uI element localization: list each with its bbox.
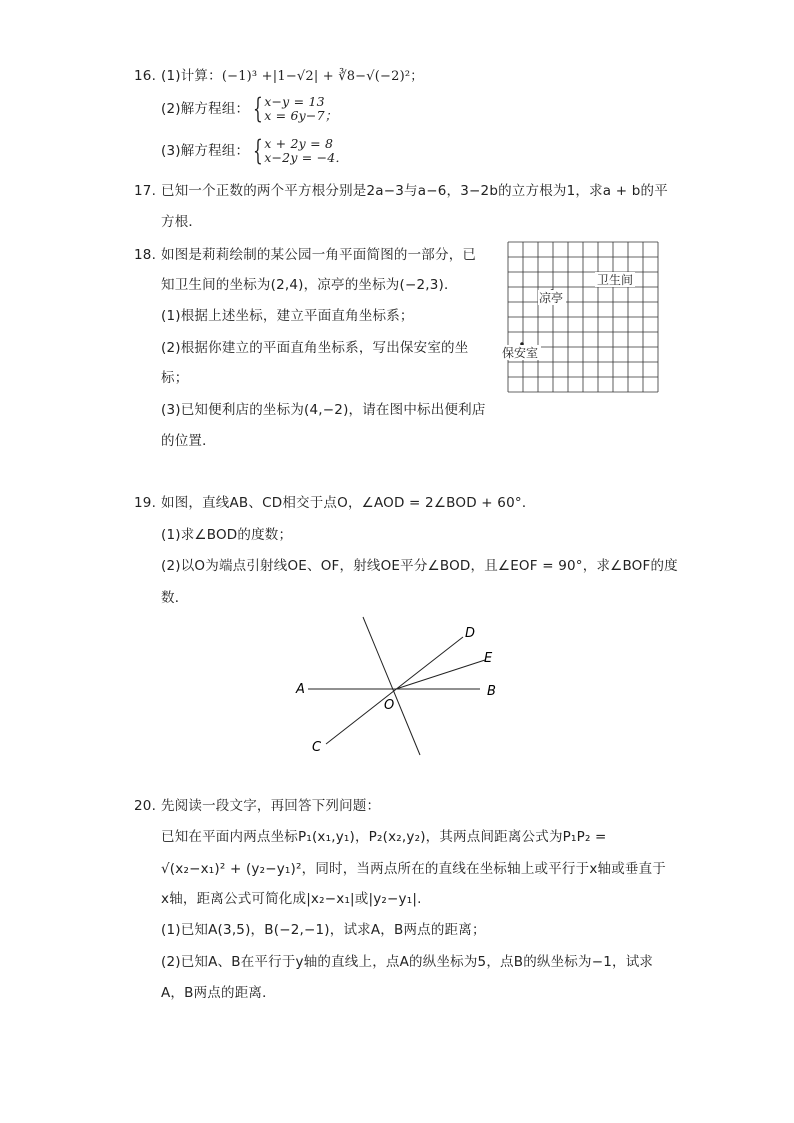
q18-line: 知卫生间的坐标为(2,4)，凉亭的坐标为(−2,3)． [161, 277, 458, 293]
system-brace-icon: { [253, 134, 264, 167]
q20-line: √(x₂−x₁)² + (y₂−y₁)²，同时，当两点所在的直线在坐标轴上或平行于x轴或垂直于 [161, 861, 667, 877]
equation: x = 6y−7； [264, 108, 338, 123]
q18-number: 18. [134, 247, 157, 263]
toilet-label: 卫生间 [597, 273, 634, 287]
q16-number: 16. [134, 68, 157, 84]
intersecting-lines-figure [290, 612, 510, 762]
q18-line: (1)根据上述坐标，建立平面直角坐标系； [161, 308, 414, 324]
point-c-label: C [312, 740, 322, 755]
q20-line: (2)已知A、B在平行于y轴的直线上，点A的纵坐标为5，点B的纵坐标为−1，试求 [161, 954, 654, 970]
point-e-label: E [484, 651, 493, 666]
equation: x−y = 13 [264, 94, 325, 109]
q16-part1-label: (1)计算： [161, 68, 222, 84]
q19-line: 数． [161, 590, 189, 606]
q20-number: 20. [134, 798, 157, 814]
q16-part1-expression: (−1)³ +|1−√2| + ∛8−√(−2)²； [221, 69, 424, 84]
q20-line: (1)已知A(3,5)，B(−2,−1)，试求A，B两点的距离； [161, 922, 486, 938]
equation: x−2y = −4． [264, 150, 349, 165]
q20-line: 已知在平面内两点坐标P₁(x₁,y₁)，P₂(x₂,y₂)，其两点间距离公式为P₁P₂ = [161, 829, 607, 845]
point-o-label: O [384, 698, 395, 713]
system-brace-icon: { [253, 92, 264, 125]
q19-line: (1)求∠BOD的度数； [161, 527, 293, 543]
q17-line: 方根． [161, 214, 203, 230]
q16-part2 [161, 92, 338, 125]
q19-line: 如图，直线AB、CD相交于点O，∠AOD = 2∠BOD + 60°． [161, 495, 536, 511]
q16-part2-label: (2)解方程组： [161, 101, 250, 117]
equation-system [264, 137, 348, 165]
q16-part3-label: (3)解方程组： [161, 143, 250, 159]
line-cd [326, 637, 463, 744]
q18-line: (2)根据你建立的平面直角坐标系，写出保安室的坐 [161, 340, 469, 356]
q16-part1 [161, 67, 423, 86]
q20-line: 先阅读一段文字，再回答下列问题： [161, 798, 381, 814]
q18-line: 的位置． [161, 433, 216, 449]
q17-number: 17. [134, 183, 157, 199]
extra-line [363, 617, 420, 755]
point-a-label: A [296, 682, 305, 697]
q17-line: 已知一个正数的两个平方根分别是2a−3与a−6，3−2b的立方根为1，求a + b的平 [161, 183, 668, 199]
q19-line: (2)以O为端点引射线OE、OF，射线OE平分∠BOD，且∠EOF = 90°，求∠BOF的度 [161, 558, 678, 574]
q19-number: 19. [134, 495, 157, 511]
point-b-label: B [487, 684, 496, 699]
equation-system [264, 95, 337, 123]
q18-line: 如图是莉莉绘制的某公园一角平面简图的一部分，已 [161, 247, 477, 263]
q16-part3 [161, 134, 349, 167]
grid-lines [508, 242, 658, 392]
equation: x + 2y = 8 [264, 136, 334, 151]
security-label: 保安室 [502, 346, 539, 360]
ray-oe [396, 660, 485, 689]
point-d-label: D [465, 626, 476, 641]
q18-line: (3)已知便利店的坐标为(4,−2)，请在图中标出便利店 [161, 402, 486, 418]
q20-line: A，B两点的距离． [161, 985, 276, 1001]
park-grid-figure [500, 238, 662, 396]
q20-line: x轴，距离公式可简化成|x₂−x₁|或|y₂−y₁|. [161, 891, 422, 907]
q18-line: 标； [161, 370, 189, 386]
pavilion-label: 凉亭 [539, 291, 564, 305]
